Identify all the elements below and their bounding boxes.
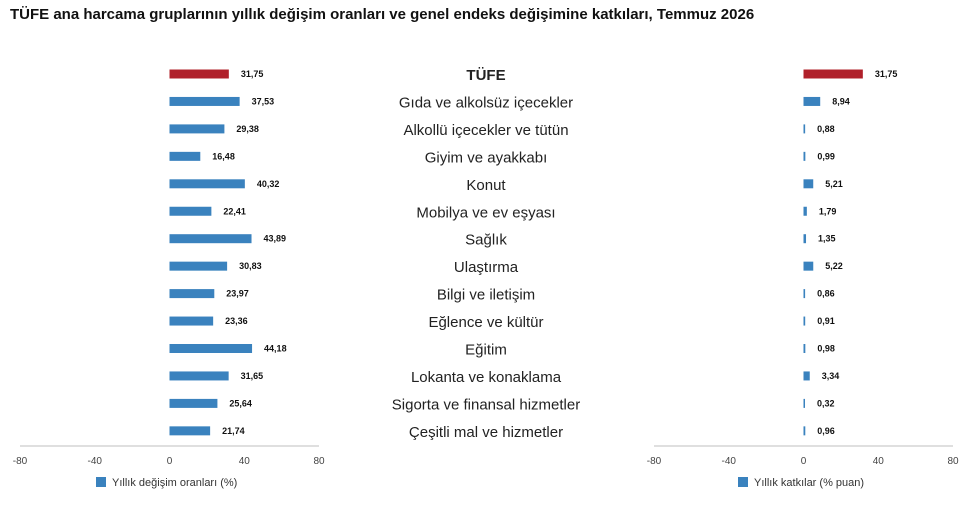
x-tick-label: -80 bbox=[12, 456, 28, 467]
category-label: Bilgi ve iletişim bbox=[436, 286, 536, 304]
bar-value-label: 8,94 bbox=[832, 96, 850, 107]
bar-value-label: 0,99 bbox=[817, 151, 835, 162]
bar bbox=[170, 179, 245, 188]
bar bbox=[804, 124, 806, 133]
bar-value-label: 22,41 bbox=[223, 206, 246, 217]
legend-label: Yıllık katkılar (% puan) bbox=[754, 477, 865, 489]
bar bbox=[804, 70, 863, 79]
bar-value-label: 31,65 bbox=[240, 370, 264, 381]
category-label: Eğitim bbox=[465, 341, 507, 359]
bar bbox=[170, 234, 252, 243]
bar bbox=[170, 97, 240, 106]
bar bbox=[170, 344, 253, 353]
bar bbox=[170, 426, 211, 435]
bar-value-label: 23,97 bbox=[226, 288, 249, 299]
bar-value-label: 37,53 bbox=[251, 96, 275, 107]
bar-value-label: 31,75 bbox=[240, 69, 264, 79]
bar bbox=[804, 97, 821, 106]
chart-title: TÜFE ana harcama gruplarının yıllık değişim oranları ve genel endeks değişimine katkıları, Temmuz 2026 bbox=[10, 6, 755, 23]
bar-value-label: 0,86 bbox=[817, 288, 835, 299]
bar bbox=[804, 234, 807, 243]
bar-value-label: 0,96 bbox=[817, 425, 835, 436]
bar bbox=[804, 399, 806, 408]
category-label: Sigorta ve finansal hizmetler bbox=[391, 396, 581, 414]
bar-value-label: 3,34 bbox=[821, 370, 840, 381]
bar bbox=[804, 426, 806, 435]
bar-value-label: 23,36 bbox=[225, 316, 248, 327]
bar-value-label: 16,48 bbox=[212, 151, 235, 162]
bar-value-label: 1,35 bbox=[818, 233, 836, 244]
category-label: Gıda ve alkolsüz içecekler bbox=[398, 94, 574, 112]
bar-value-label: 5,22 bbox=[825, 261, 843, 272]
category-label: Ulaştırma bbox=[453, 259, 519, 277]
bar-value-label: 31,75 bbox=[874, 69, 898, 79]
category-label: Giyim ve ayakkabı bbox=[424, 149, 548, 167]
category-label: Sağlık bbox=[465, 231, 507, 249]
category-label: Mobilya ve ev eşyası bbox=[416, 204, 556, 222]
x-tick-label: 0 bbox=[800, 456, 807, 467]
bar bbox=[170, 399, 218, 408]
category-label: Eğlence ve kültür bbox=[428, 314, 544, 332]
bar-value-label: 0,91 bbox=[817, 316, 835, 327]
category-label: Konut bbox=[466, 176, 506, 194]
x-tick-label: 80 bbox=[313, 456, 325, 467]
x-tick-label: -80 bbox=[646, 456, 662, 467]
bar-value-label: 21,74 bbox=[222, 425, 245, 436]
bar-value-label: 29,38 bbox=[236, 123, 259, 134]
bar bbox=[170, 207, 212, 216]
bar bbox=[170, 262, 228, 271]
x-tick-label: 0 bbox=[166, 456, 173, 467]
bar bbox=[170, 317, 214, 326]
bar-value-label: 0,88 bbox=[817, 123, 835, 134]
category-label: Alkollü içecekler ve tütün bbox=[403, 121, 569, 139]
bar-value-label: 0,32 bbox=[817, 398, 835, 409]
bar bbox=[170, 289, 215, 298]
legend-swatch bbox=[738, 477, 748, 487]
bar-value-label: 44,18 bbox=[264, 343, 287, 354]
bar-value-label: 43,89 bbox=[263, 233, 287, 244]
bar bbox=[804, 317, 806, 326]
bar-value-label: 0,98 bbox=[817, 343, 835, 354]
category-label: Çeşitli mal ve hizmetler bbox=[408, 423, 564, 441]
bar-value-label: 1,79 bbox=[818, 206, 837, 217]
bar-value-label: 5,21 bbox=[825, 178, 843, 189]
bar-value-label: 30,83 bbox=[239, 261, 262, 272]
legend-label: Yıllık değişim oranları (%) bbox=[112, 477, 238, 489]
bar bbox=[804, 179, 814, 188]
bar bbox=[804, 371, 810, 380]
x-tick-label: 40 bbox=[238, 456, 250, 467]
bar-value-label: 40,32 bbox=[256, 178, 280, 189]
bar-value-label: 25,64 bbox=[229, 398, 252, 409]
bar bbox=[804, 289, 806, 298]
bar bbox=[170, 124, 225, 133]
x-tick-label: -40 bbox=[87, 456, 102, 467]
x-tick-label: -40 bbox=[721, 456, 736, 467]
bar bbox=[804, 344, 806, 353]
x-tick-label: 40 bbox=[872, 456, 884, 467]
bar bbox=[170, 152, 201, 161]
bar bbox=[170, 371, 229, 380]
x-tick-label: 80 bbox=[947, 456, 959, 467]
bar bbox=[804, 207, 807, 216]
bar bbox=[804, 152, 806, 161]
category-label: Lokanta ve konaklama bbox=[410, 368, 562, 386]
category-label: TÜFE bbox=[466, 67, 506, 84]
legend-swatch bbox=[96, 477, 106, 487]
bar bbox=[804, 262, 814, 271]
bar bbox=[170, 70, 229, 79]
